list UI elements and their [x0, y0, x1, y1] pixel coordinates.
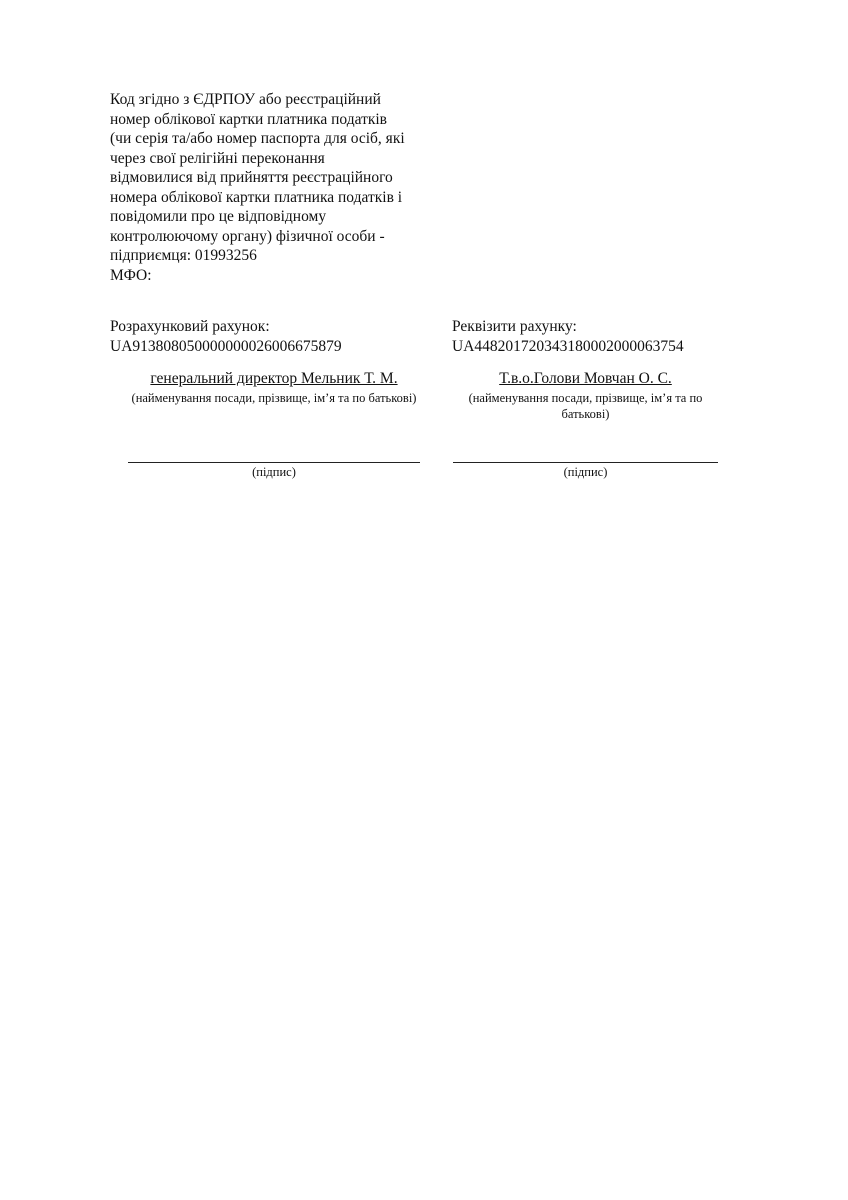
code-block-line: підприємця: 01993256	[110, 247, 257, 264]
left-signature-caption: (підпис)	[252, 465, 296, 479]
settlement-account-block	[110, 317, 430, 357]
code-block-line: через свої релігійні переконання	[110, 149, 325, 167]
right-signatory	[448, 369, 723, 422]
settlement-account-label: Розрахунковий рахунок:	[110, 318, 270, 335]
registration-code-block	[110, 90, 450, 285]
account-details-label: Реквізити рахунку:	[452, 318, 577, 335]
code-block-line: номера облікової картки платника податків і	[110, 188, 403, 206]
account-details-value: UA448201720343180002000063754	[452, 338, 684, 355]
left-signature-line	[128, 462, 420, 463]
code-block-line: Код згідно з ЄДРПОУ або реєстраційний	[110, 91, 381, 108]
account-details-block	[452, 317, 772, 357]
right-officer-caption: (найменування посади, прізвище, ім’я та по батькові)	[468, 391, 703, 421]
right-officer-name: Т.в.о.Голови Мовчан О. С.	[499, 370, 672, 387]
right-signature-caption: (підпис)	[563, 465, 608, 479]
code-block-line: контролюючому органу) фізичної особи -	[110, 227, 385, 245]
left-officer-caption: (найменування посади, прізвище, ім’я та по батькові)	[131, 391, 417, 405]
code-block-line: повідомили про це відповідному	[110, 208, 327, 225]
code-block-line: номер облікової картки платника податків	[110, 110, 388, 128]
settlement-account-value: UA913808050000000026006675879	[110, 338, 342, 355]
right-signature-line	[453, 462, 718, 463]
mfo-label: МФО:	[110, 266, 152, 284]
left-officer-name: генеральний директор Мельник Т. М.	[150, 370, 398, 387]
code-block-line: (чи серія та/або номер паспорта для осіб, які	[110, 130, 405, 147]
code-block-line: відмовилися від прийняття реєстраційного	[110, 169, 393, 186]
left-signatory	[108, 369, 440, 406]
